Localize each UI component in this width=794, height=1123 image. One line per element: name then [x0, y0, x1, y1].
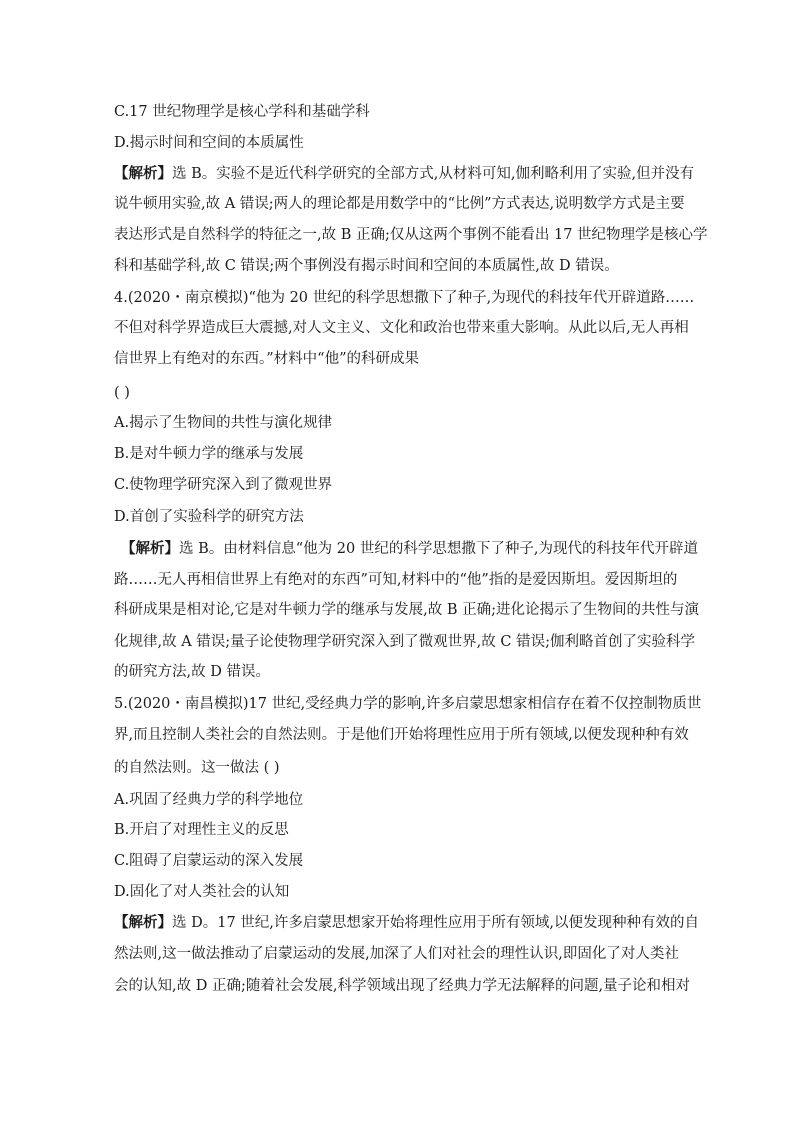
q5-analysis-line-3: 会的认知,故 D 正确;随着社会发展,科学领域出现了经典力学无法解释的问题,量子论和相对 [114, 978, 691, 994]
q3-analysis-line-4: 科和基础学科,故 C 错误;两个事例没有揭示时间和空间的本质属性,故 D 错误。 [114, 258, 619, 274]
q5-stem-line-3: 的自然法则。这一做法 ( ) [114, 760, 280, 776]
q4-stem-line-3: 信世界上有绝对的东西。”材料中“他”的科研成果 [114, 351, 419, 367]
q3-analysis-tag: 【解析】 [114, 165, 172, 182]
q4-analysis-line-4: 化规律,故 A 错误;量子论使物理学研究深入到了微观世界,故 C 错误;伽利略首创了实验科学 [114, 634, 695, 650]
q5-option-b: B.开启了对理性主义的反思 [114, 822, 289, 838]
q4-stem-line-1: 4.(2020・南京模拟)“他为 20 世纪的科学思想撒下了种子,为现代的科技年代开辟道路…… [114, 290, 695, 306]
q4-option-d: D.首创了实验科学的研究方法 [114, 509, 304, 525]
q5-analysis-tag: 【解析】 [114, 914, 172, 931]
q5-option-d: D.固化了对人类社会的认知 [114, 884, 290, 900]
q5-stem-line-1: 5.(2020・南昌模拟)17 世纪,受经典力学的影响,许多启蒙思想家相信存在着不仅控制物质世 [114, 696, 702, 712]
q4-analysis-text-1: 选 B。由材料信息“他为 20 世纪的科学思想撒下了种子,为现代的科技年代开辟道 [179, 541, 698, 557]
q4-option-b: B.是对牛顿力学的继承与发展 [114, 446, 304, 462]
q5-analysis-line-1 [114, 913, 699, 933]
q3-analysis-line-2: 说牛顿用实验,故 A 错误;两人的理论都是用数学中的“比例”方式表达,说明数学方式是主要 [114, 196, 685, 212]
q5-analysis-text-1: 选 D。17 世纪,许多启蒙思想家开始将理性应用于所有领域,以便发现种种有效的自 [172, 915, 700, 931]
q3-option-c: C.17 世纪物理学是核心学科和基础学科 [114, 104, 370, 120]
q5-option-c: C.阻碍了启蒙运动的深入发展 [114, 853, 304, 869]
q4-option-a: A.揭示了生物间的共性与演化规律 [114, 415, 333, 431]
q3-analysis-line-1 [114, 164, 694, 184]
q4-stem-line-2: 不但对科学界造成巨大震撼,对人文主义、文化和政治也带来重大影响。从此以后,无人再相 [114, 320, 689, 336]
q3-analysis-line-3: 表达形式是自然科学的特征之一,故 B 正确;仅从这两个事例不能看出 17 世纪物理学是核心学 [114, 227, 708, 243]
q5-option-a: A.巩固了经典力学的科学地位 [114, 792, 304, 808]
q4-analysis-tag: 【解析】 [121, 540, 179, 557]
q4-analysis-line-5: 的研究方法,故 D 错误。 [114, 664, 270, 680]
q3-analysis-text-1: 选 B。实验不是近代科学研究的全部方式,从材料可知,伽利略利用了实验,但并没有 [172, 166, 695, 182]
q4-answer-bracket: ( ) [114, 385, 130, 401]
q4-option-c: C.使物理学研究深入到了微观世界 [114, 477, 333, 493]
q5-stem-line-2: 界,而且控制人类社会的自然法则。于是他们开始将理性应用于所有领域,以便发现种种有效 [114, 727, 689, 743]
q3-option-d: D.揭示时间和空间的本质属性 [114, 135, 304, 151]
q4-analysis-line-1 [121, 539, 698, 559]
q5-analysis-line-2: 然法则,这一做法推动了启蒙运动的发展,加深了人们对社会的理性认识,即固化了对人类社 [114, 946, 679, 962]
q4-analysis-line-3: 科研成果是相对论,它是对牛顿力学的继承与发展,故 B 正确;进化论揭示了生物间的共性与演 [114, 602, 699, 618]
q4-analysis-line-2: 路……无人再相信世界上有绝对的东西”可知,材料中的“他”指的是爱因斯坦。爱因斯坦的 [114, 572, 678, 588]
